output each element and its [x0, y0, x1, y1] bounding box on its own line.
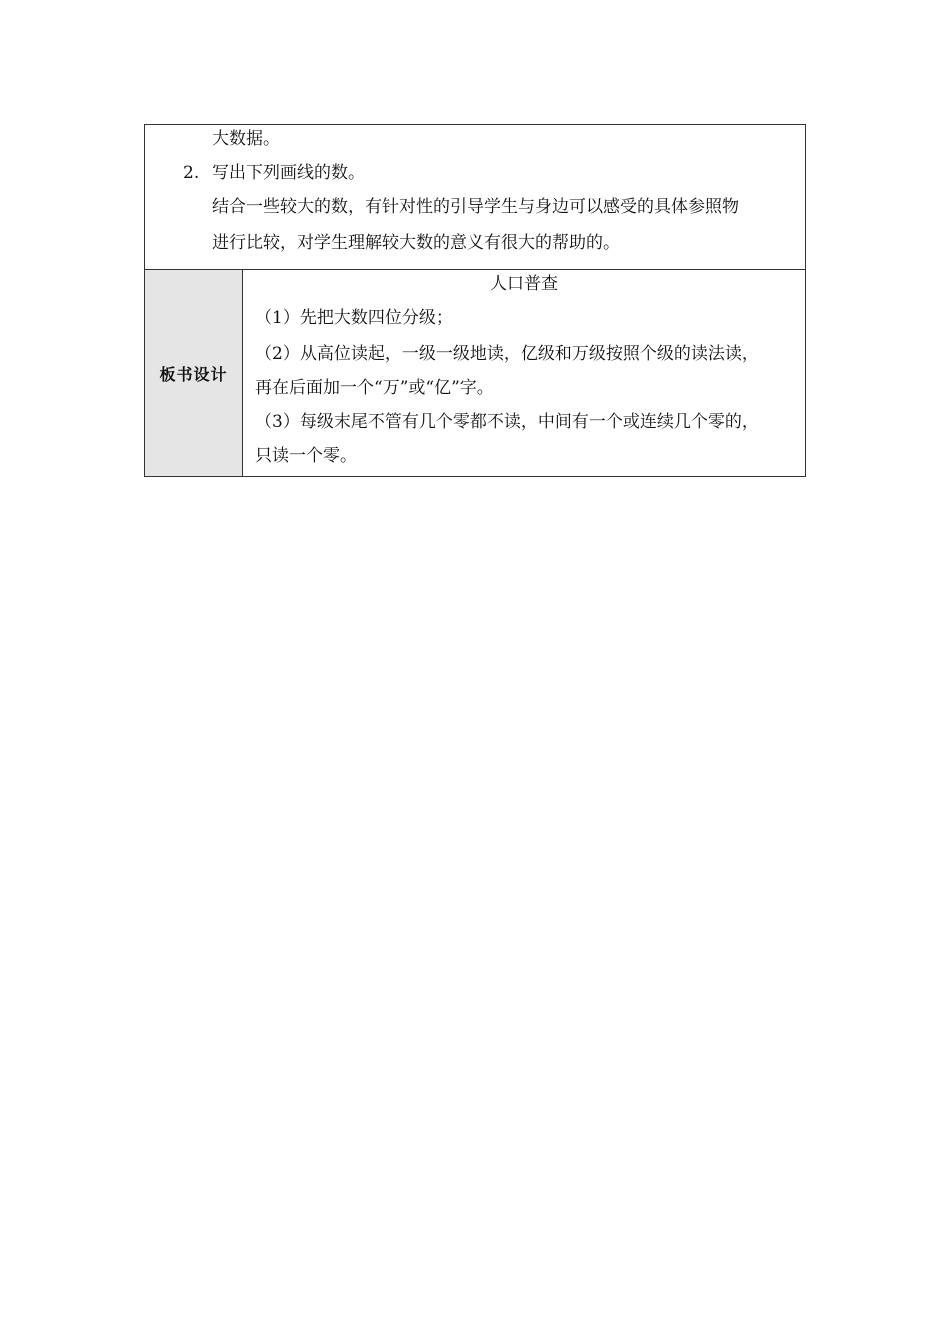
board-design-row [145, 270, 805, 476]
board-line: 只读一个零。 [255, 446, 357, 466]
continued-text-line: 大数据。 [212, 129, 280, 149]
explanation-line-1: 结合一些较大的数，有针对性的引导学生与身边可以感受的具体参照物 [212, 197, 739, 217]
board-title: 人口普查 [490, 274, 558, 294]
board-line: （3）每级末尾不管有几个零都不读，中间有一个或连续几个零的， [255, 412, 759, 432]
board-design-content [243, 270, 805, 476]
lesson-plan-table [144, 124, 806, 477]
board-line: （1）先把大数四位分级； [255, 308, 453, 328]
board-design-label: 板书设计 [159, 364, 228, 384]
item-number: 2. [183, 163, 200, 183]
board-design-label-cell [145, 270, 243, 476]
board-line: 再在后面加一个“万”或“亿”字。 [255, 378, 494, 398]
teaching-process-row [145, 125, 805, 270]
board-line: （2）从高位读起，一级一级地读，亿级和万级按照个级的读法读， [255, 344, 759, 364]
item-text: 写出下列画线的数。 [212, 163, 365, 183]
explanation-line-2: 进行比较，对学生理解较大数的意义有很大的帮助的。 [212, 233, 620, 253]
